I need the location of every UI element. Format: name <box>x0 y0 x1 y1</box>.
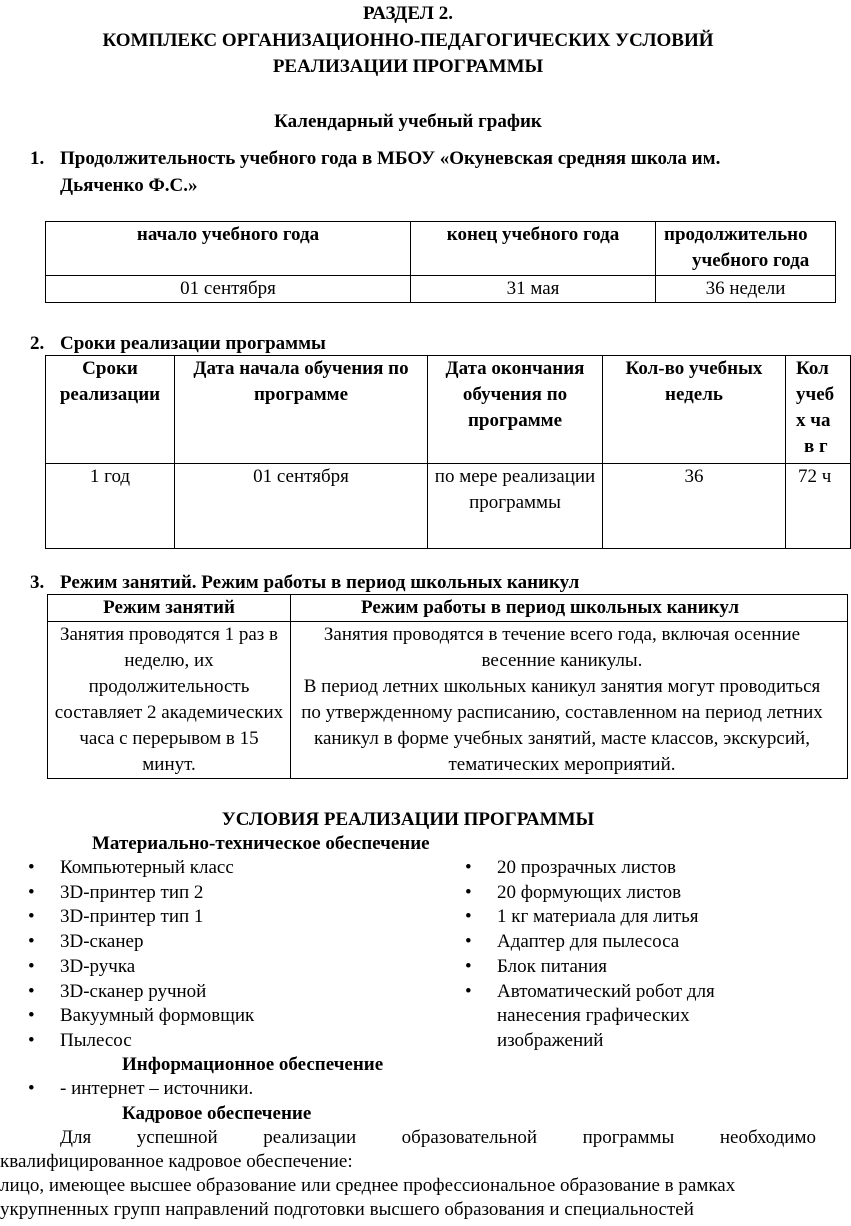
item3-number: 3. <box>30 572 45 593</box>
list-item: • 3D-сканер ручной <box>28 980 207 1002</box>
section-heading: РАЗДЕЛ 2. <box>363 3 453 24</box>
equipment-list-right <box>437 856 777 1054</box>
table-header: Кол-во учебных недель <box>603 356 786 464</box>
info-list <box>0 1077 420 1102</box>
table-header: Режим занятий <box>48 595 291 622</box>
item1-title-line1: Продолжительность учебного года в МБОУ «Окуневская средняя школа им. <box>60 148 721 169</box>
list-item: • Компьютерный класс <box>28 857 234 878</box>
table-cell-paragraph: В период летних школьных каникул занятия могут проводиться по утвержденному расписанию, составленном на период летних каникул в форме учебных занятий, масте классов, экскурсий, тематических мероприятий. <box>301 676 823 775</box>
item2-number: 2. <box>30 333 45 354</box>
table-header: Сроки реализации <box>46 356 175 464</box>
section-title-line2: РЕАЛИЗАЦИИ ПРОГРАММЫ <box>272 56 544 77</box>
list-item: • Пылесос <box>28 1029 132 1051</box>
table-header <box>656 222 836 276</box>
calendar-subtitle: Календарный учебный график <box>274 111 542 132</box>
item1-title-line2: Дьяченко Ф.С.» <box>60 175 198 196</box>
table-header-line: учеб <box>796 384 835 405</box>
list-item: • 3D-сканер <box>28 931 144 953</box>
list-item: • Блок питания <box>465 955 608 977</box>
table-header-line: х ча <box>796 410 831 431</box>
table-header: Дата начала обучения по программе <box>175 356 428 464</box>
list-item: • - интернет – источники. <box>28 1078 254 1099</box>
section-title-line1: КОМПЛЕКС ОРГАНИЗАЦИОННО-ПЕДАГОГИЧЕСКИХ УСЛОВИЙ <box>102 30 714 51</box>
staff-paragraph-line1: Для успешной реализации образовательной программы необходимо <box>60 1127 816 1148</box>
staff-paragraph-line4: укрупненных групп направлений подготовки высшего образования и специальностей <box>0 1199 694 1220</box>
table-cell: 01 сентября <box>175 464 428 549</box>
table-cell: 1 год <box>46 464 175 549</box>
table-cell <box>291 622 848 779</box>
table-header-line: учебного года <box>692 250 810 271</box>
staff-paragraph-line2: квалифицированное кадровое обеспечение: <box>0 1151 353 1172</box>
table-cell: 31 мая <box>411 276 656 303</box>
table-cell: по мере реализации программы <box>428 464 603 549</box>
table-cell: Занятия проводятся 1 раз в неделю, их продолжительность составляет 2 академических часа с перерывом в 15 минут. <box>48 622 291 779</box>
list-item: • 3D-принтер тип 2 <box>28 881 204 903</box>
table-header-line: продолжительно <box>664 224 808 245</box>
table-header: Дата окончания обучения по программе <box>428 356 603 464</box>
table-cell: 36 <box>603 464 786 549</box>
program-term-table <box>45 355 851 549</box>
table-header-line: Кол <box>796 358 829 379</box>
table-cell-paragraph: Занятия проводятся в течение всего года, включая осенние весенние каникулы. <box>323 624 801 671</box>
item1-number: 1. <box>30 148 45 169</box>
list-item: • 20 прозрачных листов <box>465 857 676 878</box>
info-title: Информационное обеспечение <box>122 1054 384 1075</box>
list-item: • Адаптер для пылесоса <box>465 931 680 953</box>
list-item: • 1 кг материала для литья <box>465 906 699 928</box>
table-cell: 01 сентября <box>46 276 411 303</box>
item3-title: Режим занятий. Режим работы в период школьных каникул <box>60 572 580 593</box>
item2-title: Сроки реализации программы <box>60 333 326 354</box>
table-header-line: в г <box>804 436 828 457</box>
table-header: начало учебного года <box>46 222 411 276</box>
table-header: Режим работы в период школьных каникул <box>291 595 848 622</box>
list-item: • 20 формующих листов <box>465 881 682 903</box>
school-year-table <box>45 221 836 303</box>
material-title: Материально-техническое обеспечение <box>92 833 430 854</box>
list-item: • Вакуумный формовщик <box>28 1005 255 1027</box>
table-cell: 36 недели <box>656 276 836 303</box>
staff-paragraph-line3: лицо, имеющее высшее образование или среднее профессиональное образование в рамках <box>0 1175 736 1196</box>
schedule-table <box>47 594 848 779</box>
equipment-list-left <box>0 856 420 1054</box>
list-item: • 3D-принтер тип 1 <box>28 906 204 928</box>
list-item: • Автоматический робот для нанесения графических изображений <box>465 980 715 1051</box>
list-item: • 3D-ручка <box>28 955 136 977</box>
conditions-title: УСЛОВИЯ РЕАЛИЗАЦИИ ПРОГРАММЫ <box>221 809 595 830</box>
table-header: конец учебного года <box>411 222 656 276</box>
table-header <box>786 356 851 464</box>
table-cell: 72 ч <box>786 464 851 549</box>
staff-title: Кадровое обеспечение <box>122 1103 312 1124</box>
